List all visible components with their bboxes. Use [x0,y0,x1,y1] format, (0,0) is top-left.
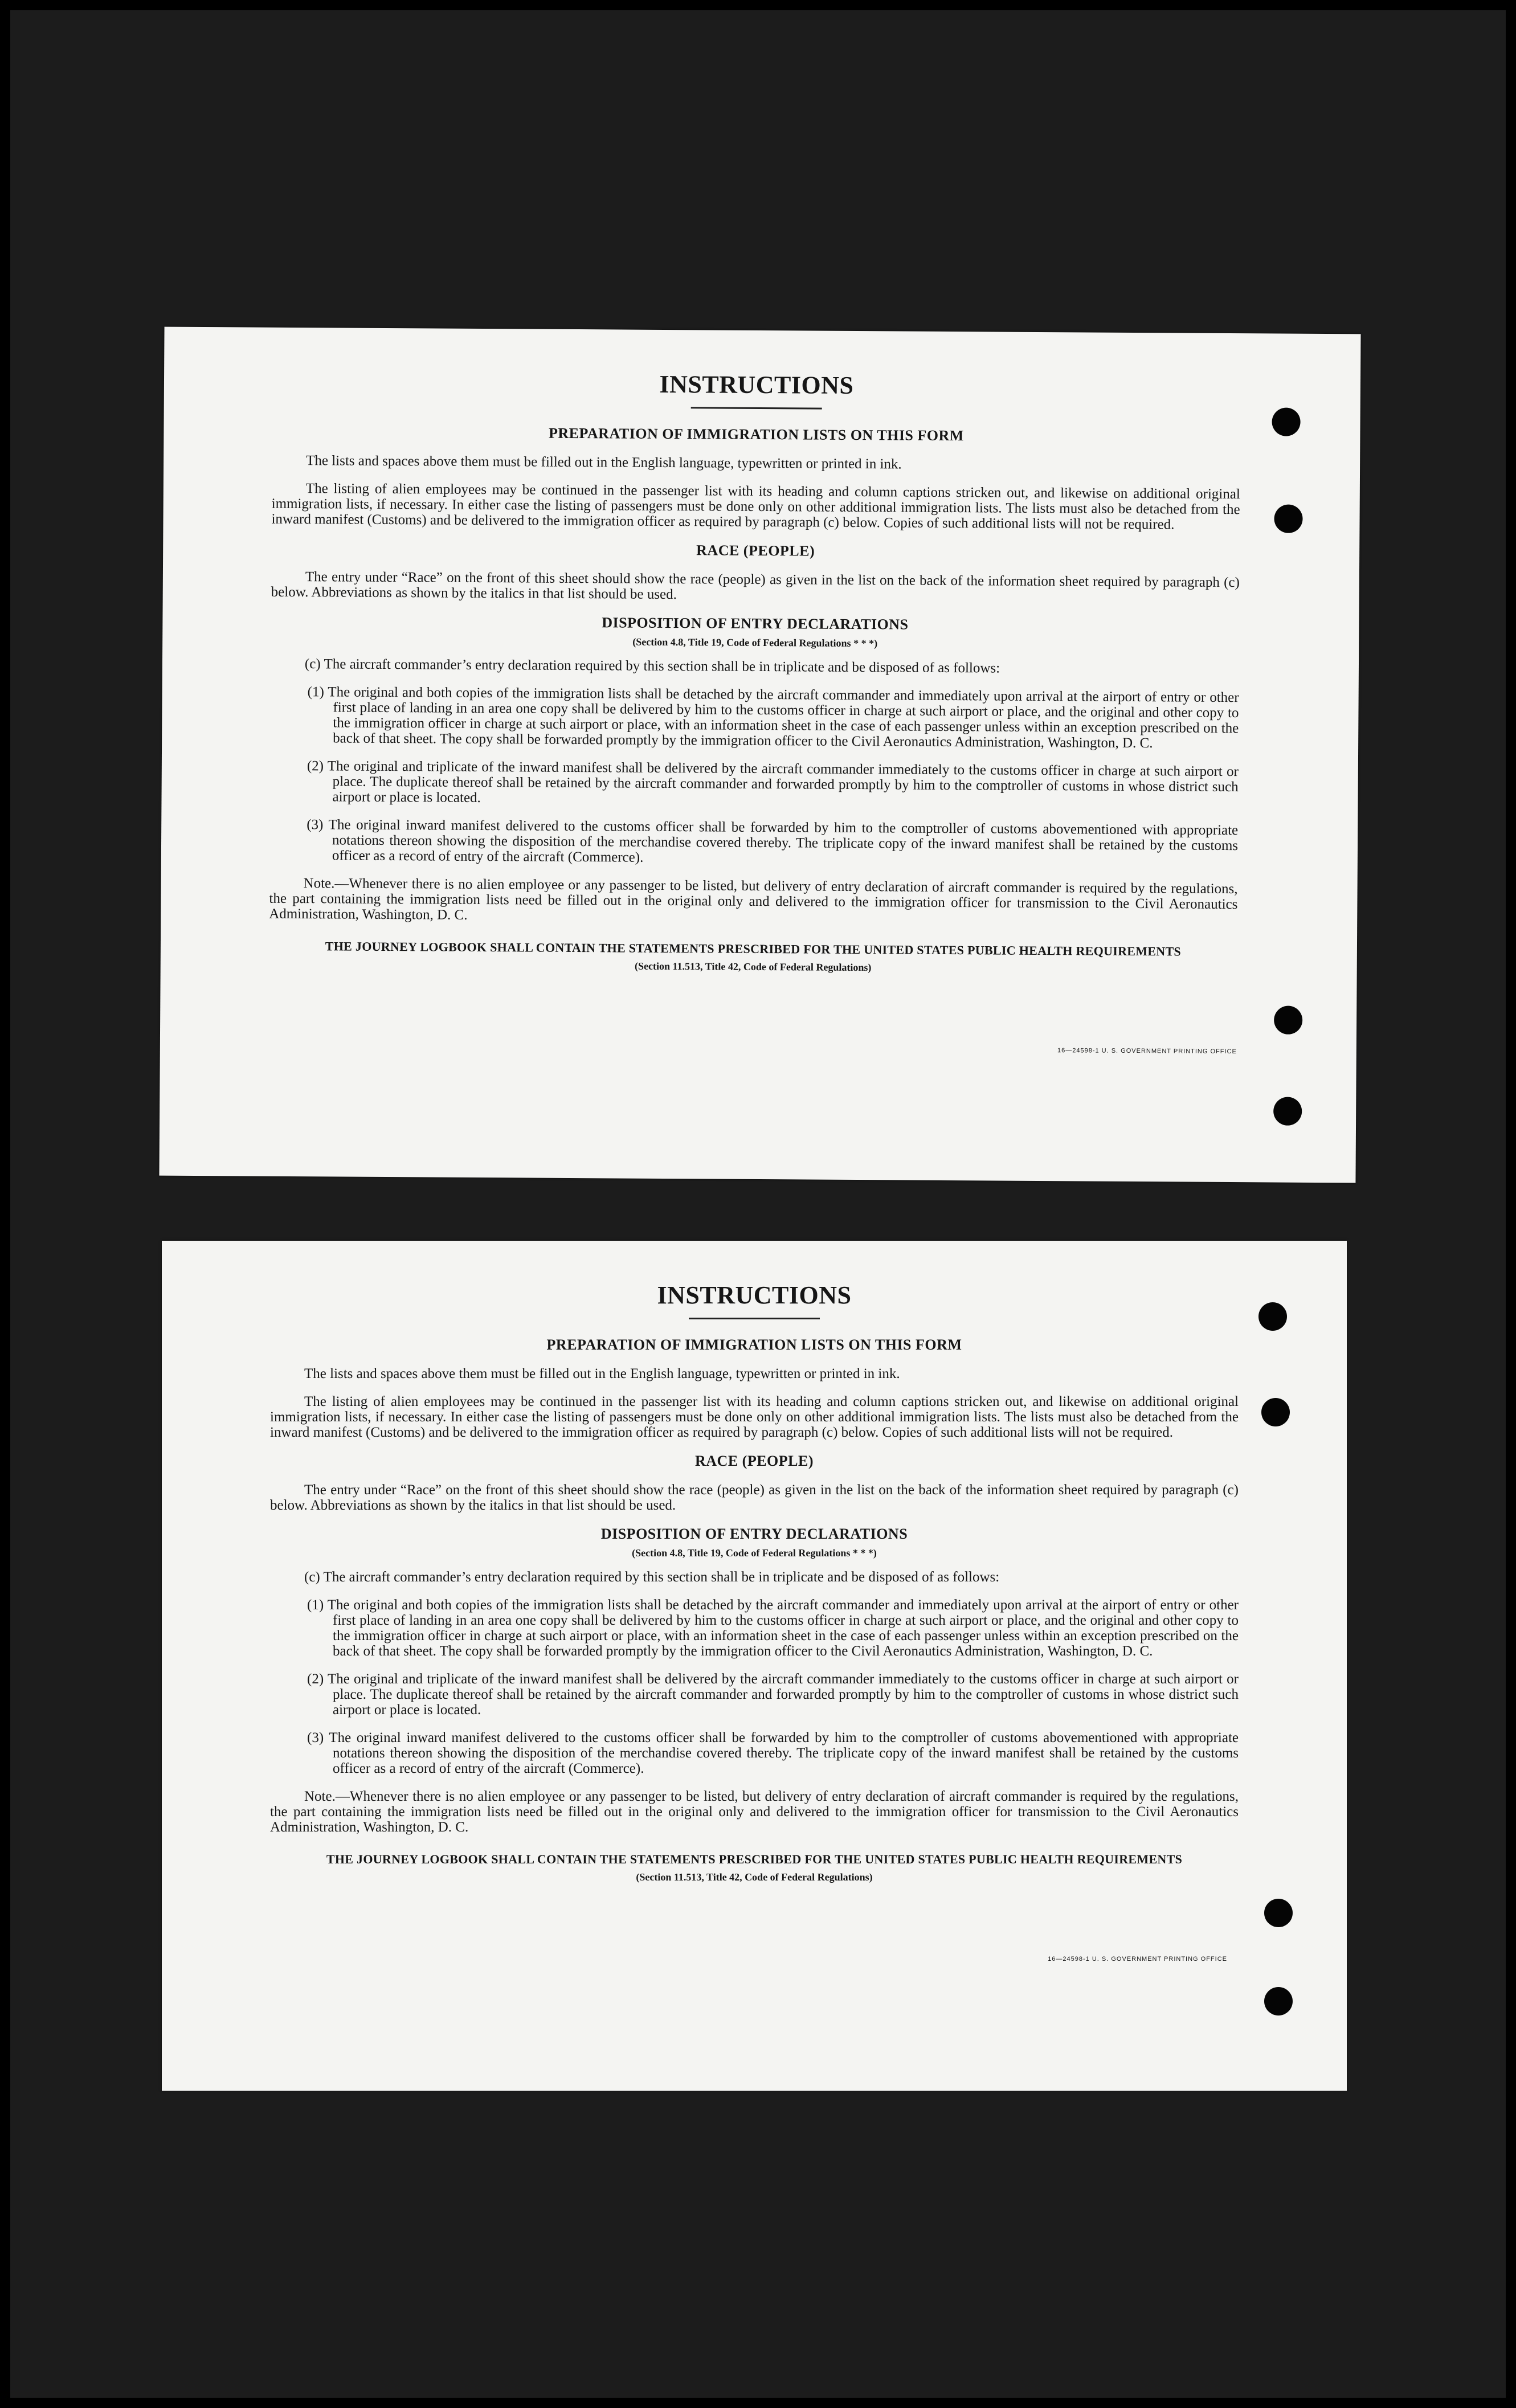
instruction-sheet-1 [159,327,1360,1183]
para-alien-employees: The listing of alien employees may be continued in the passenger list with its heading and column captions stricken out, and likewise on additional original immigration lists, if necessary. In either case the listing of passengers must be done only on other additional immigration lists. The lists must also be detached from the inward manifest (Customs) and be delivered to the immigration officer as required by paragraph (c) below. Copies of such additional lists will not be required. [270,1394,1239,1440]
para-languages: The lists and spaces above them must be filled out in the English language, typewritten or printed in ink. [306,453,902,472]
sheet-title: INSTRUCTIONS [659,370,854,399]
punch-hole [1274,505,1302,533]
disposition-citation: (Section 4.8, Title 19, Code of Federal Regulations * * *) [632,1547,877,1559]
title-underline [689,1318,820,1319]
prep-heading: PREPARATION OF IMMIGRATION LISTS ON THIS FORM [546,1336,962,1353]
item-1: (1) The original and both copies of the immigration lists shall be detached by the aircraft commander and immediately upon arrival at the airport of entry or other first place of landing in an area one copy shall be delivered by him to the customs officer in charge at such airport or place, and the original and other copy to the immigration officer in charge at such airport or place, with an information sheet in the case of each passenger unless within an exception prescribed on the back of that sheet. The copy shall be forwarded promptly by the immigration officer to the Civil Aeronautics Administration, Washington, D. C. [307,1597,1239,1659]
punch-hole [1272,407,1300,436]
disposition-heading: DISPOSITION OF ENTRY DECLARATIONS [602,614,909,633]
logbook-heading: THE JOURNEY LOGBOOK SHALL CONTAIN THE STATEMENTS PRESCRIBED FOR THE UNITED STATES PUBLIC HEALTH REQUIREMENTS [325,939,1182,959]
race-heading: RACE (PEOPLE) [695,1453,814,1469]
item-1: (1) The original and both copies of the immigration lists shall be detached by the aircraft commander and immediately upon arrival at the airport of entry or other first place of landing in an area one copy shall be delivered by him to the customs officer in charge at such airport or place, and the original and other copy to the immigration officer in charge at such airport or place, with an information sheet in the case of each passenger unless within an exception prescribed on the back of that sheet. The copy shall be forwarded promptly by the immigration officer to the Civil Aeronautics Administration, Washington, D. C. [307,684,1239,751]
item-2: (2) The original and triplicate of the inward manifest shall be delivered by the aircraft commander immediately to the customs officer in charge at such airport or place. The duplicate thereof shall be retained by the aircraft commander and forwarded promptly by him to the comptroller of customs in whose district such airport or place is located. [307,1671,1239,1718]
para-c: (c) The aircraft commander’s entry declaration required by this section shall be in triplicate and be disposed of as follows: [304,656,1000,676]
item-3: (3) The original inward manifest delivered to the customs officer shall be forwarded by him to the comptroller of customs abovementioned with appropriate notations thereon showing the disposition of the merchandise covered thereby. The triplicate copy of the inward manifest shall be retained by the customs officer as a record of entry of the aircraft (Commerce). [307,1730,1239,1776]
sheet-content [270,1281,1239,1883]
punch-hole [1261,1398,1290,1426]
para-race: The entry under “Race” on the front of this sheet should show the race (people) as given in the list on the back of the information sheet required by paragraph (c) below. Abbreviations as shown by the italics in that list should be used. [271,569,1240,603]
prep-heading: PREPARATION OF IMMIGRATION LISTS ON THIS FORM [548,424,964,444]
punch-hole [1264,1987,1293,2015]
logbook-citation: (Section 11.513, Title 42, Code of Federal Regulations) [635,960,872,974]
note-para: Note.—Whenever there is no alien employee or any passenger to be listed, but delivery of entry declaration of aircraft commander is required by the regulations, the part containing the immigration lists need be filled out in the original only and delivered to the immigration officer for transmission to the Civil Aeronautics Administration, Washington, D. C. [270,1789,1239,1835]
item-2: (2) The original and triplicate of the inward manifest shall be delivered by the aircraft commander immediately to the customs officer in charge at such airport or place. The duplicate thereof shall be retained by the aircraft commander and forwarded promptly by him to the comptroller of customs in whose district such airport or place is located. [307,758,1239,806]
disposition-citation: (Section 4.8, Title 19, Code of Federal Regulations * * *) [632,636,878,649]
logbook-heading: THE JOURNEY LOGBOOK SHALL CONTAIN THE STATEMENTS PRESCRIBED FOR THE UNITED STATES PUBLIC HEALTH REQUIREMENTS [326,1852,1183,1866]
para-alien-employees: The listing of alien employees may be continued in the passenger list with its heading and column captions stricken out, and likewise on additional original immigration lists, if necessary. In either case the listing of passengers must be done only on other additional immigration lists. The lists must also be detached from the inward manifest (Customs) and be delivered to the immigration officer as required by paragraph (c) below. Copies of such additional lists will not be required. [271,481,1240,533]
sheet-content [269,367,1241,976]
punch-hole [1273,1097,1302,1126]
race-heading: RACE (PEOPLE) [696,542,815,559]
punch-hole [1258,1302,1287,1331]
para-race: The entry under “Race” on the front of this sheet should show the race (people) as given in the list on the back of the information sheet required by paragraph (c) below. Abbreviations as shown by the italics in that list should be used. [270,1482,1239,1513]
printer-imprint: 16—24598-1 U. S. GOVERNMENT PRINTING OFFICE [1057,1047,1237,1056]
punch-hole [1274,1006,1302,1035]
para-languages: The lists and spaces above them must be filled out in the English language, typewritten or printed in ink. [304,1366,900,1381]
note-para: Note.—Whenever there is no alien employee or any passenger to be listed, but delivery of entry declaration of aircraft commander is required by the regulations, the part containing the immigration lists need be filled out in the original only and delivered to the immigration officer for transmission to the Civil Aeronautics Administration, Washington, D. C. [269,876,1238,923]
sheet-title: INSTRUCTIONS [657,1281,852,1309]
printer-imprint: 16—24598-1 U. S. GOVERNMENT PRINTING OFFICE [1048,1956,1227,1963]
logbook-citation: (Section 11.513, Title 42, Code of Federal Regulations) [636,1871,873,1883]
punch-hole [1264,1899,1293,1927]
item-3: (3) The original inward manifest delivered to the customs officer shall be forwarded by him to the comptroller of customs abovementioned with appropriate notations thereon showing the disposition of the merchandise covered thereby. The triplicate copy of the inward manifest shall be retained by the customs officer as a record of entry of the aircraft (Commerce). [307,817,1239,865]
title-underline [691,407,822,409]
disposition-heading: DISPOSITION OF ENTRY DECLARATIONS [600,1526,908,1542]
para-c: (c) The aircraft commander’s entry declaration required by this section shall be in triplicate and be disposed of as follows: [304,1569,1000,1585]
instruction-sheet-2 [162,1241,1347,2091]
